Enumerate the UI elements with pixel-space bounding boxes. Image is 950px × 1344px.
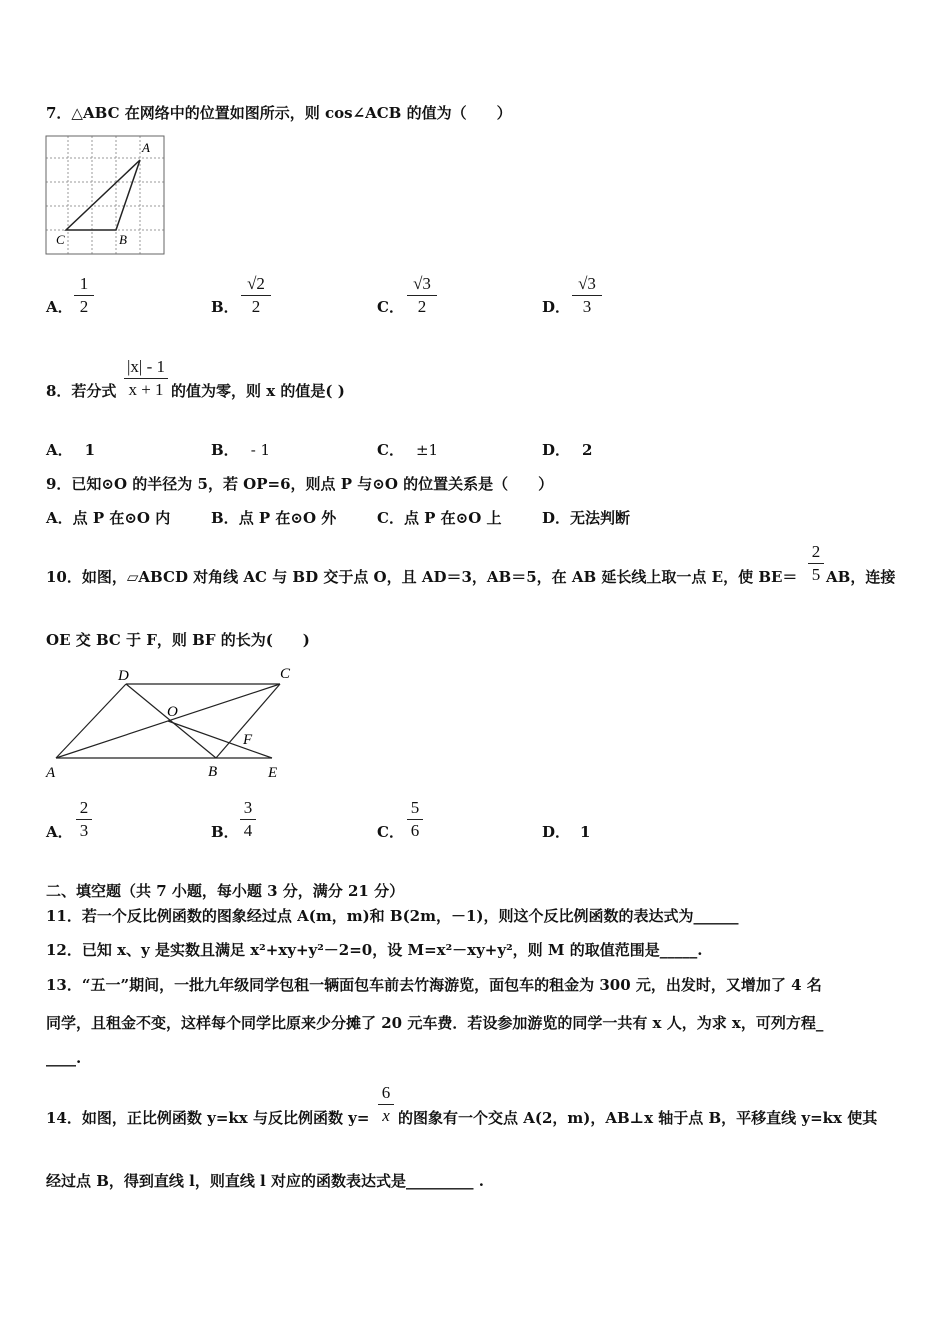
q10-stem-line1a: 10．如图，▱ABCD 对角线 AC 与 BD 交于点 O，且 AD＝3，AB＝5，在 AB 延长线上取一点 E，使 BE＝ [46,568,798,586]
label-c: C [56,232,65,247]
q14-post: 的图象有一个交点 A(2，m)，AB⊥x 轴于点 B，平移直线 y=kx 使其 [398,1109,878,1127]
q13-line3: ____. [46,1049,82,1067]
q8-option-a[interactable]: A． 1 [46,441,96,459]
q7-option-a[interactable] [46,296,73,317]
q7-option-d[interactable] [542,296,570,317]
q10-fraction: 2 5 [808,542,824,585]
q7-option-d-frac: √3 3 [572,274,602,317]
q8-stem-post: 的值为零，则 x 的值是( ) [171,382,345,400]
option-label: B． [211,298,239,316]
option-label: C． [377,298,404,316]
q8-fraction: |x| - 1 x + 1 [124,357,168,400]
option-label: D． [542,298,571,316]
q10-parallelogram-figure [40,660,300,785]
q7-option-c-frac: √3 2 [407,274,437,317]
label-a: A [142,140,150,155]
q9-option-a[interactable]: A．点 P 在⊙O 内 [46,509,171,527]
q8-option-c[interactable]: C． ±1 [377,441,439,459]
label-o: O [167,704,178,720]
q9-stem: 9．已知⊙O 的半径为 5，若 OP=6，则点 P 与⊙O 的位置关系是（ ） [46,475,554,493]
q10-option-c[interactable]: C． [377,823,404,841]
q8-option-b[interactable]: B． - 1 [211,441,271,459]
q10-option-b-frac: 3 4 [240,798,256,841]
label-c: C [280,666,291,682]
q10-option-b[interactable]: B． [211,823,239,841]
q9-option-c[interactable]: C．点 P 在⊙O 上 [377,509,502,527]
q13-line2: 同学，且租金不变，这样每个同学比原来少分摊了 20 元车费．若设参加游览的同学一共有 x 人，为求 x，可列方程_ [46,1014,824,1032]
label-d: D [118,668,129,684]
q14-line2: 经过点 B，得到直线 l，则直线 l 对应的函数表达式是_________ . [46,1172,484,1190]
q14-fraction: 6 x [378,1083,394,1126]
label-e: E [268,765,278,781]
q8-option-d[interactable]: D． 2 [542,441,593,459]
q9-option-b[interactable]: B．点 P 在⊙O 外 [211,509,337,527]
q7-option-b[interactable] [211,296,239,317]
label-b: B [119,232,127,247]
q11-text: 11．若一个反比例函数的图象经过点 A(m，m)和 B(2m，－1)，则这个反比例函数的表达式为______ [46,907,739,925]
q7-option-a-frac: 1 2 [74,274,94,317]
q13-line1: 13．“五一”期间，一批九年级同学包租一辆面包车前去竹海游览，面包车的租金为 300 元，出发时，又增加了 4 名 [46,976,822,994]
q7-option-b-frac: √2 2 [241,274,271,317]
q8-stem-pre: 8．若分式 [46,382,117,400]
q10-option-c-frac: 5 6 [407,798,423,841]
q7-option-c[interactable] [377,296,404,317]
q9-option-d[interactable]: D．无法判断 [542,509,631,527]
option-label: A． [46,298,73,316]
q10-option-a-frac: 2 3 [76,798,92,841]
label-f: F [243,732,253,748]
q10-option-a[interactable]: A． [46,823,73,841]
q14-pre: 14．如图，正比例函数 y=kx 与反比例函数 y= [46,1109,370,1127]
section2-title: 二、填空题（共 7 小题，每小题 3 分，满分 21 分） [46,882,405,900]
q12-text: 12．已知 x、y 是实数且满足 x²+xy+y²－2=0，设 M=x²－xy+y²，则 M 的取值范围是_____. [46,941,703,959]
q10-stem-line2: OE 交 BC 于 F，则 BF 的长为( ) [46,631,310,649]
label-b: B [208,764,218,780]
q10-option-d[interactable]: D． 1 [542,823,591,841]
q7-stem: 7．△ABC 在网络中的位置如图所示，则 cos∠ACB 的值为（ ） [46,104,512,122]
label-a: A [46,765,56,781]
q10-stem-line1b: AB，连接 [826,568,896,586]
triangle-abc [66,160,140,230]
q7-grid-figure [44,134,166,256]
